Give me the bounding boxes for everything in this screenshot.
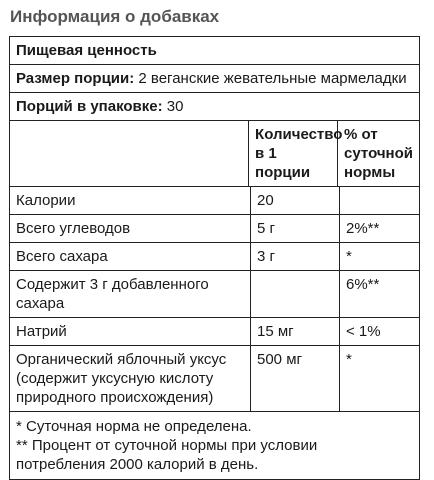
table-row [10, 187, 419, 215]
nutrient-amount: 20 [251, 187, 340, 214]
column-header-row [10, 121, 419, 187]
footnotes [10, 412, 419, 479]
nutrient-amount: 500 мг [251, 346, 340, 411]
nutrient-amount: 5 г [251, 215, 340, 242]
table-row [10, 318, 419, 346]
serving-size-value: 2 веганские жевательные мармеладки [138, 70, 407, 87]
table-row [10, 346, 419, 412]
nutrient-name: Натрий [10, 318, 251, 345]
serving-size-label: Размер порции: [16, 70, 135, 87]
nutrient-name: Калории [10, 187, 251, 214]
serving-size-row [10, 65, 419, 93]
nutrient-name: Всего углеводов [10, 215, 251, 242]
nutrient-amount: 15 мг [251, 318, 340, 345]
nutrient-daily-value [340, 187, 419, 214]
servings-value: 30 [166, 98, 184, 115]
nutrient-name: Всего сахара [10, 243, 251, 270]
table-row [10, 215, 419, 243]
nutrient-daily-value: 6%** [346, 276, 380, 293]
nutrient-daily-value: * [346, 248, 352, 265]
servings-label: Порций в упаковке: [16, 98, 163, 115]
footnote-daily-value-basis-cont: потребления 2000 калорий в день. [16, 456, 259, 473]
nutrition-heading: Пищевая ценность [10, 37, 419, 65]
footnote-daily-value-basis: ** Процент от суточной нормы при условии [16, 437, 318, 454]
table-row [10, 271, 419, 318]
servings-per-container-row [10, 93, 419, 121]
nutrient-amount: 3 г [251, 243, 340, 270]
header-empty-cell [10, 121, 249, 186]
nutrient-daily-value: 2%** [346, 220, 380, 237]
nutrient-daily-value: * [346, 351, 352, 368]
supplement-facts-table [9, 36, 420, 480]
daily-value-column-header: % от суточной нормы [344, 126, 414, 181]
table-row [10, 243, 419, 271]
nutrient-amount [251, 271, 340, 317]
amount-column-header: Количество в 1 порции [249, 121, 338, 186]
nutrient-name: Органический яблочный уксус (содержит уксусную кислоту природного происхождения) [10, 346, 251, 411]
nutrient-daily-value: < 1% [346, 323, 381, 340]
nutrient-name: Содержит 3 г добавленного сахара [10, 271, 251, 317]
footnote-not-established: * Суточная норма не определена. [16, 418, 252, 435]
page-title: Информация о добавках [10, 7, 220, 26]
